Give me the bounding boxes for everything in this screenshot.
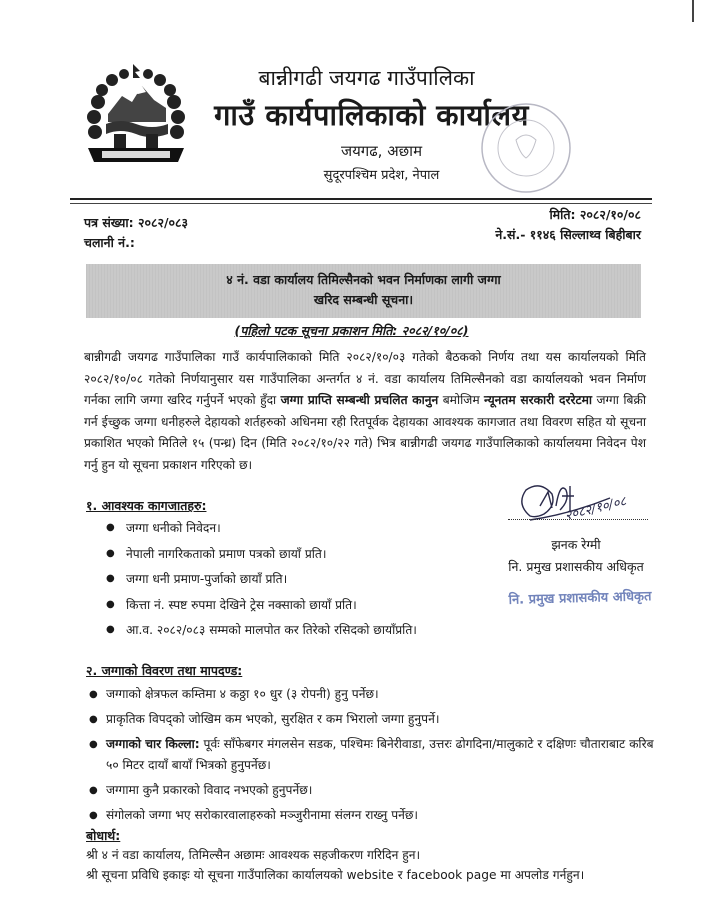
office-location: जयगढ, अछाम <box>340 142 423 160</box>
notice-body-paragraph <box>84 347 646 476</box>
cc-line-it-unit: श्री सूचना प्रविधि इकाइः यो सूचना गाउँपालिका कार्यालयको website र facebook page मा अपलोड गर्नहुन। <box>86 868 585 882</box>
list-item: ● नेपाली नागरिकताको प्रमाण पत्रको छायाँ प्रति। <box>96 544 417 570</box>
section1-heading: १. आवश्यक कागजातहरु: <box>86 498 207 513</box>
list-item: ● कित्ता नं. स्पष्ट रुपमा देखिने ट्रेस नक्साको छायाँ प्रति। <box>96 595 417 621</box>
list-item: ● जग्गा धनी प्रमाण-पुर्जाको छायाँ प्रति। <box>96 569 417 595</box>
body-text-part3: जग्गा बिक्री गर्न ईच्छुक जग्गा धनीहरुले देहायको शर्तहरुको अधिनमा रही रितपूर्वक देहायका आवश्यक कागजात तथा विवरण सहित यो सूचना प्रकाशित भएको मितिले १५ (पन्ध्र) दिन (मिति २०८२/१०/२२ गते) भित्र बान्नीगढी जयगढ गाउँपालिकाको कार्यालयमा निवेदन पेश गर्नु हुन यो सूचना प्रकाशन गरिएको छ। <box>84 393 646 472</box>
first-publication-date <box>0 322 703 339</box>
notice-title-line2: खरिद सम्बन्धी सूचना। <box>313 292 414 307</box>
header-rule-thick <box>70 198 652 200</box>
body-bold-rate: न्यूनतम सरकारी दररेटमा <box>484 393 593 407</box>
notice-title-banner <box>86 264 641 318</box>
office-province: सुदूरपश्चिम प्रदेश, नेपाल <box>323 168 440 183</box>
nepal-sambat-date: ने.सं.- ११४६ सिल्लाथ्व बिहीबार <box>495 227 641 242</box>
signer-name: झनक रेग्मी <box>551 537 601 552</box>
signature-line <box>508 519 648 520</box>
list-item: ● जग्गा धनीको निवेदन। <box>96 518 417 544</box>
office-seal-stamp <box>478 100 574 196</box>
municipality-name: बान्नीगढी जयगढ गाउँपालिका <box>258 66 475 90</box>
scan-edge-mark <box>692 0 694 22</box>
cc-line-ward-office: श्री ४ नं वडा कार्यालय, तिमिल्सैन अछामः आवश्यक सहजीकरण गरिदिन हुन। <box>86 848 421 862</box>
first-publication-text: (पहिलो पटक सूचना प्रकाशन मिति: २०८२/१०/०८) <box>234 323 469 338</box>
list-item: ● जग्गामा कुनै प्रकारको विवाद नभएको हुनुपर्नेछ। <box>86 780 656 801</box>
section2-heading: २. जग्गाको विवरण तथा मापदण्ड: <box>86 663 243 678</box>
letter-date: मिति: २०८२/१०/०८ <box>549 207 641 222</box>
office-name: गाउँ कार्यपालिकाको कार्यालय <box>214 98 529 132</box>
notice-title-line1: ४ नं. वडा कार्यालय तिमिल्सैनको भवन निर्माणका लागी जग्गा <box>226 272 501 287</box>
body-text-part1: बान्नीगढी जयगढ गाउँपालिका गाउँ कार्यपालिकाको मिति २०८२/१०/०३ गतेको बैठकको निर्णय तथा यस कार्यालयको मिति २०८२/१०/०८ गतेको निर्णयानुसार यस गाउँपालिका अन्तर्गत ४ नं. वडा कार्यालय तिमिल्सैनको वडा कार्यालयको भवन निर्माण गर्नका लागि जग्गा खरिद गर्नुपर्ने भएको हुँदा <box>84 350 646 407</box>
svg-text:२०८२/१०/०८: २०८२/१०/०८ <box>563 494 628 524</box>
land-criteria-list <box>86 684 656 830</box>
dispatch-number: चलानी नं.: <box>84 235 135 250</box>
required-documents-list <box>96 518 417 646</box>
designation-stamp: नि. प्रमुख प्रशासकीय अधिकृत <box>508 589 652 608</box>
list-item: ● संगोलको जग्गा भए सरोकारवालाहरुको मञ्जुरीनामा संलग्न राख्नु पर्नेछ। <box>86 805 656 826</box>
list-item: ● आ.व. २०८२/०८३ सम्मको मालपोत कर तिरेको रसिदको छायाँप्रति। <box>96 620 417 646</box>
body-bold-law: जग्गा प्राप्ति सम्बन्धी प्रचलित कानुन <box>280 393 439 407</box>
cc-heading: बोधार्थ: <box>86 828 121 843</box>
boundaries-label: जग्गाको चार किल्ला: <box>106 737 200 751</box>
handwritten-signature <box>500 476 650 536</box>
signer-title: नि. प्रमुख प्रशासकीय अधिकृत <box>508 559 644 574</box>
list-item: ● प्राकृतिक विपद्को जोखिम कम भएको, सुरक्षित र कम भिरालो जग्गा हुनुपर्ने। <box>86 709 656 730</box>
body-text-part2: बमोजिम <box>438 393 484 407</box>
header-rule-thin <box>70 203 652 204</box>
reference-number: पत्र संख्या: २०८२/०८३ <box>84 215 189 230</box>
list-item: ● जग्गाको क्षेत्रफल कम्तिमा ४ कठ्ठा १० धुर (३ रोपनी) हुनु पर्नेछ। <box>86 684 656 705</box>
list-item: ● जग्गाको चार किल्ला: पूर्वः साँफेबगर मंगलसेन सडक, पश्चिमः बिनेरीवाडा, उत्तरः ढोगदिना/मालुकाटे र दक्षिणः चौताराबाट करिब ५० मिटर दायाँ बायाँ भित्रको हुनुपर्नेछ। <box>86 734 656 776</box>
